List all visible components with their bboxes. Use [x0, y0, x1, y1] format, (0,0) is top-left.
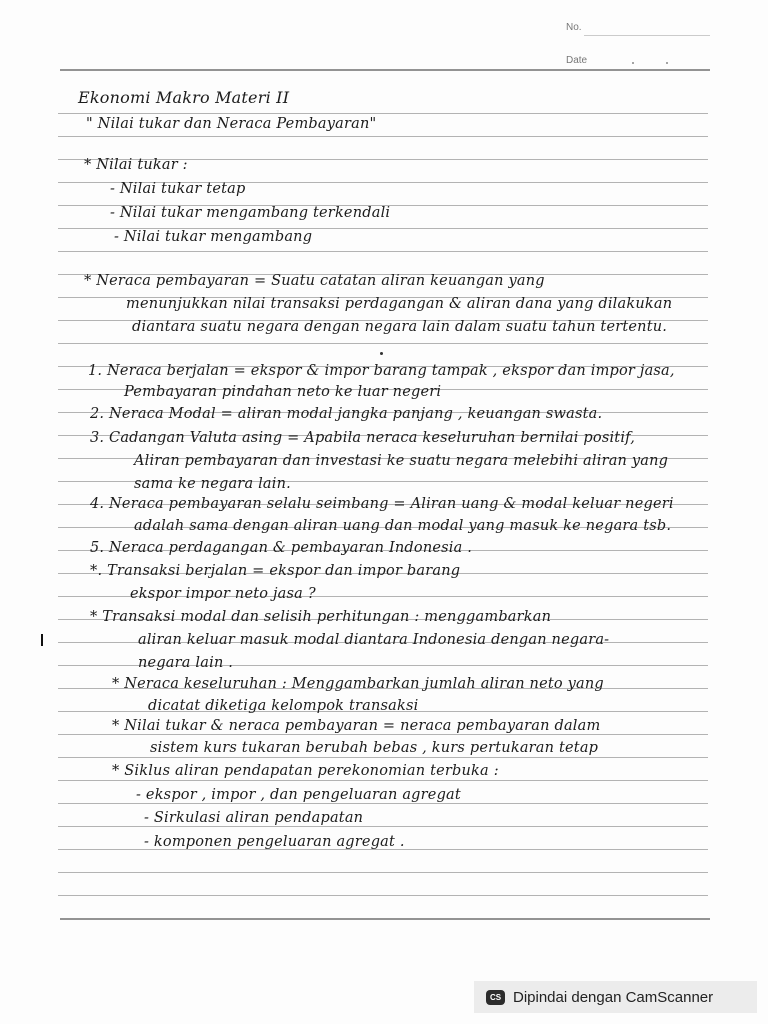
note-line: - Nilai tukar tetap — [110, 181, 246, 197]
note-line: dicatat diketiga kelompok transaksi — [148, 698, 419, 714]
no-field-line — [584, 35, 710, 36]
ruled-line — [58, 780, 708, 781]
ruled-line — [58, 757, 708, 758]
ruled-line — [58, 872, 708, 873]
ink-dot — [380, 352, 383, 355]
note-line: - komponen pengeluaran agregat . — [144, 834, 405, 850]
note-line: sistem kurs tukaran berubah bebas , kurs pertukaran tetap — [150, 740, 599, 756]
note-line: Pembayaran pindahan neto ke luar negeri — [124, 384, 442, 400]
note-line: * Transaksi modal dan selisih perhitungan : menggambarkan — [90, 609, 552, 625]
ruled-line — [60, 69, 710, 71]
note-line: ekspor impor neto jasa ? — [130, 586, 316, 602]
date-dot — [666, 62, 668, 64]
ruled-line — [58, 136, 708, 137]
note-line: 3. Cadangan Valuta asing = Apabila neraca keseluruhan bernilai positif, — [90, 430, 636, 446]
date-label: Date — [566, 55, 588, 66]
note-line: sama ke negara lain. — [134, 476, 291, 492]
note-line: menunjukkan nilai transaksi perdagangan & aliran dana yang dilakukan — [126, 296, 673, 312]
date-dot — [632, 62, 634, 64]
note-line: - ekspor , impor , dan pengeluaran agregat — [136, 787, 461, 803]
camscanner-logo-icon — [486, 990, 505, 1005]
note-line: 2. Neraca Modal = aliran modal jangka panjang , keuangan swasta. — [90, 406, 603, 422]
ruled-line — [58, 895, 708, 896]
watermark-text: Dipindai dengan CamScanner — [513, 988, 714, 1006]
note-line: diantara suatu negara dengan negara lain dalam suatu tahun tertentu. — [132, 319, 668, 335]
ruled-line — [58, 113, 708, 114]
note-line: *. Transaksi berjalan = ekspor dan impor barang — [90, 563, 461, 579]
margin-mark — [41, 634, 43, 646]
note-line: Aliran pembayaran dan investasi ke suatu negara melebihi aliran yang — [134, 453, 669, 469]
ruled-line — [60, 918, 710, 920]
ruled-line — [58, 826, 708, 827]
note-line: - Sirkulasi aliran pendapatan — [144, 810, 364, 826]
note-line: - Nilai tukar mengambang terkendali — [110, 205, 391, 221]
camscanner-watermark — [474, 981, 757, 1013]
ruled-line — [58, 343, 708, 344]
ruled-line — [58, 734, 708, 735]
note-line: 5. Neraca perdagangan & pembayaran Indonesia . — [90, 540, 473, 556]
note-subtitle: " Nilai tukar dan Neraca Pembayaran" — [86, 116, 377, 132]
note-line: 1. Neraca berjalan = ekspor & impor barang tampak , ekspor dan impor jasa, — [88, 363, 675, 379]
note-title: Ekonomi Makro Materi II — [78, 88, 290, 107]
ruled-line — [58, 803, 708, 804]
note-line: aliran keluar masuk modal diantara Indonesia dengan negara- — [138, 632, 610, 648]
note-line: * Nilai tukar & neraca pembayaran = neraca pembayaran dalam — [112, 718, 601, 734]
note-line: * Neraca keseluruhan : Menggambarkan jumlah aliran neto yang — [112, 676, 604, 692]
no-label: No. — [566, 22, 582, 33]
note-line: adalah sama dengan aliran uang dan modal yang masuk ke negara tsb. — [134, 518, 672, 534]
note-line: * Siklus aliran pendapatan perekonomian terbuka : — [112, 763, 499, 779]
note-line: - Nilai tukar mengambang — [114, 229, 313, 245]
ruled-line — [58, 251, 708, 252]
note-line: * Neraca pembayaran = Suatu catatan aliran keuangan yang — [84, 273, 545, 289]
camscanner-logo-text: CS — [489, 992, 502, 1002]
note-line: negara lain . — [138, 655, 234, 671]
note-line: 4. Neraca pembayaran selalu seimbang = Aliran uang & modal keluar negeri — [90, 496, 674, 512]
note-line: * Nilai tukar : — [84, 157, 188, 173]
